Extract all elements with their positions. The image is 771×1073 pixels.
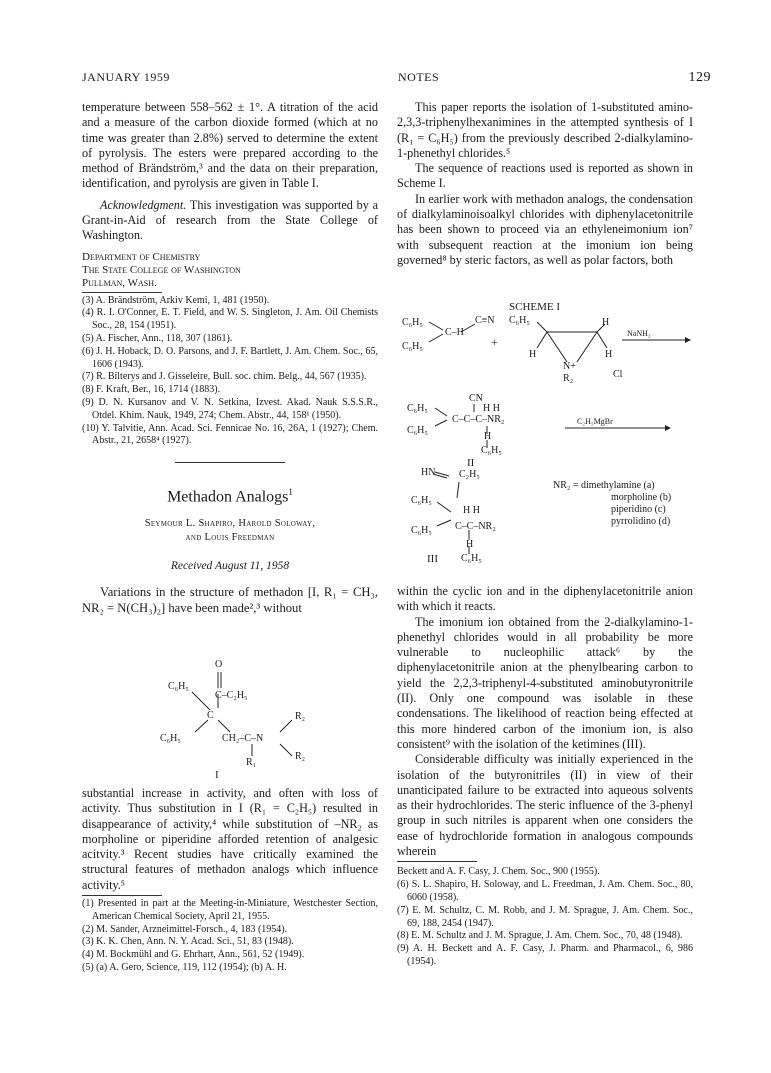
paragraph: substantial increase in activity, and often with loss of activity. Thus substitution in I (R₁ = C₂H₅) resulted in disappearance of activity,⁴ while substitution of –NR₂ as morpholine or piperidine afforded retention of analgesic acitvity.³ Recent studies have critically examined the structural features of methadon analogs which influence activity.⁵ bbox=[82, 786, 378, 892]
paragraph: within the cyclic ion and in the diphenylacetonitrile anion with which it reacts. bbox=[397, 584, 693, 614]
footnote: Beckett and A. F. Casy, J. Chem. Soc., 900 (1955). bbox=[397, 866, 600, 878]
right-column bbox=[397, 100, 693, 268]
footnote: (6) S. L. Shapiro, H. Soloway, and L. Freedman, J. Am. Chem. Soc., 80, 6060 (1958). bbox=[397, 879, 693, 903]
footnote: (4) R. I. O'Conner, E. T. Field, and W. S. Singleton, J. Am. Oil Chemists Soc., 28, 154 (1951). bbox=[82, 307, 378, 332]
structure-I: O C₆H₅ C–C₂H₅ C R₂ C₆H₅ CH₂–C–N R₂ R₁ I bbox=[160, 659, 306, 781]
paragraph: temperature between 558–562 ± 1°. A titration of the acid and a measure of the carbon dioxide formed (which at no time was greater than 2.8%) served to determine the extent of pyrolysis. The esters were prepared according to the method of Brändström,³ and the data on their preparation, identification, and pyrolysis are given in Table I. bbox=[82, 100, 378, 191]
article-title: Methadon Analogs$^1$ bbox=[167, 487, 293, 506]
footnotes-right bbox=[397, 866, 693, 968]
footnote: (10) Y. Talvitie, Ann. Acad. Sci. Fennicae No. 16, 26A, 1 (1927); Chem. Abstr., 21, 2658⁴ (1927). bbox=[82, 422, 378, 447]
footnote: (9) A. H. Beckett and A. F. Casy, J. Pharm. and Pharmacol., 6, 986 (1954). bbox=[397, 943, 693, 967]
running-header-date: JANUARY 1959 bbox=[82, 70, 170, 84]
scheme-title: SCHEME I bbox=[509, 301, 561, 313]
running-header-section: NOTES bbox=[398, 70, 440, 84]
section-divider bbox=[175, 462, 285, 463]
paragraph: The imonium ion obtained from the 2-dialkylamino-1-phenethyl chlorides would in all probability be more vulnerable to nucleophilic attack⁶ by the diphenylacetonitrile anion at the phenylbearing carbon to yield the 2,2,3-triphenyl-4-substituted aminobutyronitrile (II). Only one compound was isolable in these condensations. The likelihood of reaction being effected at this more hindered carbon of the imonium ion, is also consistent⁹ with the isolation of the ketimines (III). bbox=[397, 614, 693, 751]
footnote: (5) (a) A. Gero, Science, 119, 112 (1954); (b) A. H. bbox=[82, 962, 287, 974]
footnote: (6) J. H. Hoback, D. O. Parsons, and J. F. Bartlett, J. Am. Chem. Soc., 65, 1606 (1943). bbox=[82, 345, 378, 370]
footnote: (3) A. Brändström, Arkiv Kemi, 1, 481 (1950). bbox=[82, 294, 270, 306]
footnotes-top bbox=[82, 295, 378, 449]
affiliation: Department of Chemistry The State College of Washington Pullman, Wash. bbox=[82, 250, 241, 289]
footnote-rule bbox=[82, 292, 162, 293]
paragraph: Variations in the structure of methadon [I, R₁ = CH₃, NR₂ = N(CH₃)₂] have been made²,³ without bbox=[82, 585, 378, 616]
footnote: (5) A. Fischer, Ann., 118, 307 (1861). bbox=[82, 333, 233, 345]
received-date: Received August 11, 1958 bbox=[170, 559, 290, 572]
paragraph: This paper reports the isolation of 1-substituted amino-2,3,3-triphenylhexanimines in the attempted synthesis of I (R₁ = C₆H₅) from the previously described 2-dialkylamino-1-phenethyl chlorides.⁵ bbox=[397, 100, 693, 160]
footnote-rule bbox=[397, 861, 477, 862]
authors: Seymour L. Shapiro, Harold Soloway, and Louis Freedman bbox=[144, 517, 316, 543]
footnote: (7) E. M. Schultz, C. M. Robb, and J. M. Sprague, J. Am. Chem. Soc., 69, 188, 2454 (1947). bbox=[397, 904, 693, 929]
footnote: (7) R. Bilterys and J. Gisseleire, Bull. soc. chim. Belg., 44, 567 (1935). bbox=[82, 371, 367, 383]
right-column-lower bbox=[397, 584, 693, 969]
footnote: (4) M. Bockmühl and G. Ehrhart, Ann., 561, 52 (1949). bbox=[82, 949, 305, 961]
footnote: (9) D. N. Kursanov and V. N. Setkina, Izvest. Akad. Nauk S.S.S.R., Otdel. Khim. Nauk, 1949, 274; Chem. Abstr., 44, 158¹ (1950). bbox=[82, 397, 378, 421]
paragraph: In earlier work with methadon analogs, the condensation of dialkylaminoisoalkyl chlorides with diphenylacetonitrile has been shown to proceed via an ethyleneimonium ion⁷ with subsequent reaction at the imonium ion being governed⁸ by steric factors, as well as polar factors, both bbox=[397, 191, 693, 267]
acknowledgment: Acknowledgment. This investigation was supported by a Grant-in-Aid of research from the State College of Washington. bbox=[82, 197, 378, 243]
footnote: (8) E. M. Schultz and J. M. Sprague, J. Am. Chem. Soc., 70, 48 (1948). bbox=[397, 930, 683, 942]
footnotes-bottom bbox=[82, 898, 378, 975]
footnote: (8) F. Kraft, Ber., 16, 1714 (1883). bbox=[82, 384, 221, 396]
paragraph: Considerable difficulty was initially experienced in the isolation of the butyronitriles (II) in view of their unanticipated failure to be extracted into aqueous solvents as their hydrochlorides. The steric influence of the 3-phenyl group in such nitriles is apparent when one considers the ease of hydrochloride formation in analogous compounds wherein bbox=[397, 752, 693, 859]
footnote-rule bbox=[82, 895, 162, 896]
scheme-I: SCHEME I C₆H₅ C≡N C₆H₅ C–H C₆H₅ + H NaNH₂ H H N+ R₂ Cl CN H H C₆H₅ C–C–C–NR₂ C₆H₅ H C₆H₅ C₂H₅MgBr II HN C₂H₅ C₆H₅ H H C₆H₅ C–C–NR₂ H C₆H₅ III NR₂ = dimethylamine (a) morpholine (b) piperidino (c) pyrrolidino (d) bbox=[397, 300, 693, 590]
footnote: (3) K. K. Chen, Ann. N. Y. Acad. Sci., 51, 83 (1948). bbox=[82, 936, 294, 948]
page-number: 129 bbox=[688, 70, 711, 85]
left-column bbox=[82, 100, 378, 616]
nr2-legend: NR₂ = dimethylamine (a) morpholine (b) piperidino (c) pyrrolidino (d) bbox=[553, 480, 672, 527]
paragraph: The sequence of reactions used is reported as shown in Scheme I. bbox=[397, 161, 693, 191]
left-column-lower bbox=[82, 786, 378, 975]
footnote: (2) M. Sander, Arzneimittel-Forsch., 4, 183 (1954). bbox=[82, 923, 288, 935]
footnote: (1) Presented in part at the Meeting-in-Miniature, Westchester Section, American Chemical Society, April 21, 1955. bbox=[82, 898, 378, 922]
